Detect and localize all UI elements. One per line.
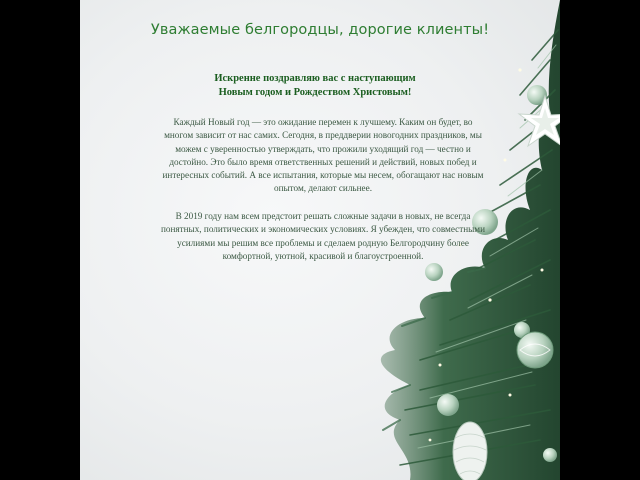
card-heading: Уважаемые белгородцы, дорогие клиенты! (150, 22, 490, 38)
letter-paragraph-1: Каждый Новый год — это ожидание перемен к лучшему. Каким он будет, во многом зависит от нас самих. Сегодня, в преддверии новогодних праздников, мы можем с уверенностью утверждать, что прожили уходящий год — честно и достойно. Это было время ответственных решений и действий, новых побед и интересных событий. А все испытания, которые мы несем, обогащают нас новым опытом, делают сильнее. (162, 117, 484, 194)
letter-paragraph-2: В 2019 году нам всем предстоит решать сложные задачи в новых, не всегда понятных, политических и экономических условиях. Я убежден, что совместными усилиями мы решим все проблемы и сделаем родную Белгородчину более комфортной, уютной, красивой и благоустроенной. (160, 211, 486, 261)
holiday-greeting (170, 72, 460, 100)
greeting-line-2: Новым годом и Рождеством Христовым! (218, 87, 412, 98)
greeting-line-1: Искренне поздравляю вас с наступающим (214, 73, 416, 84)
greeting-card (80, 0, 560, 480)
